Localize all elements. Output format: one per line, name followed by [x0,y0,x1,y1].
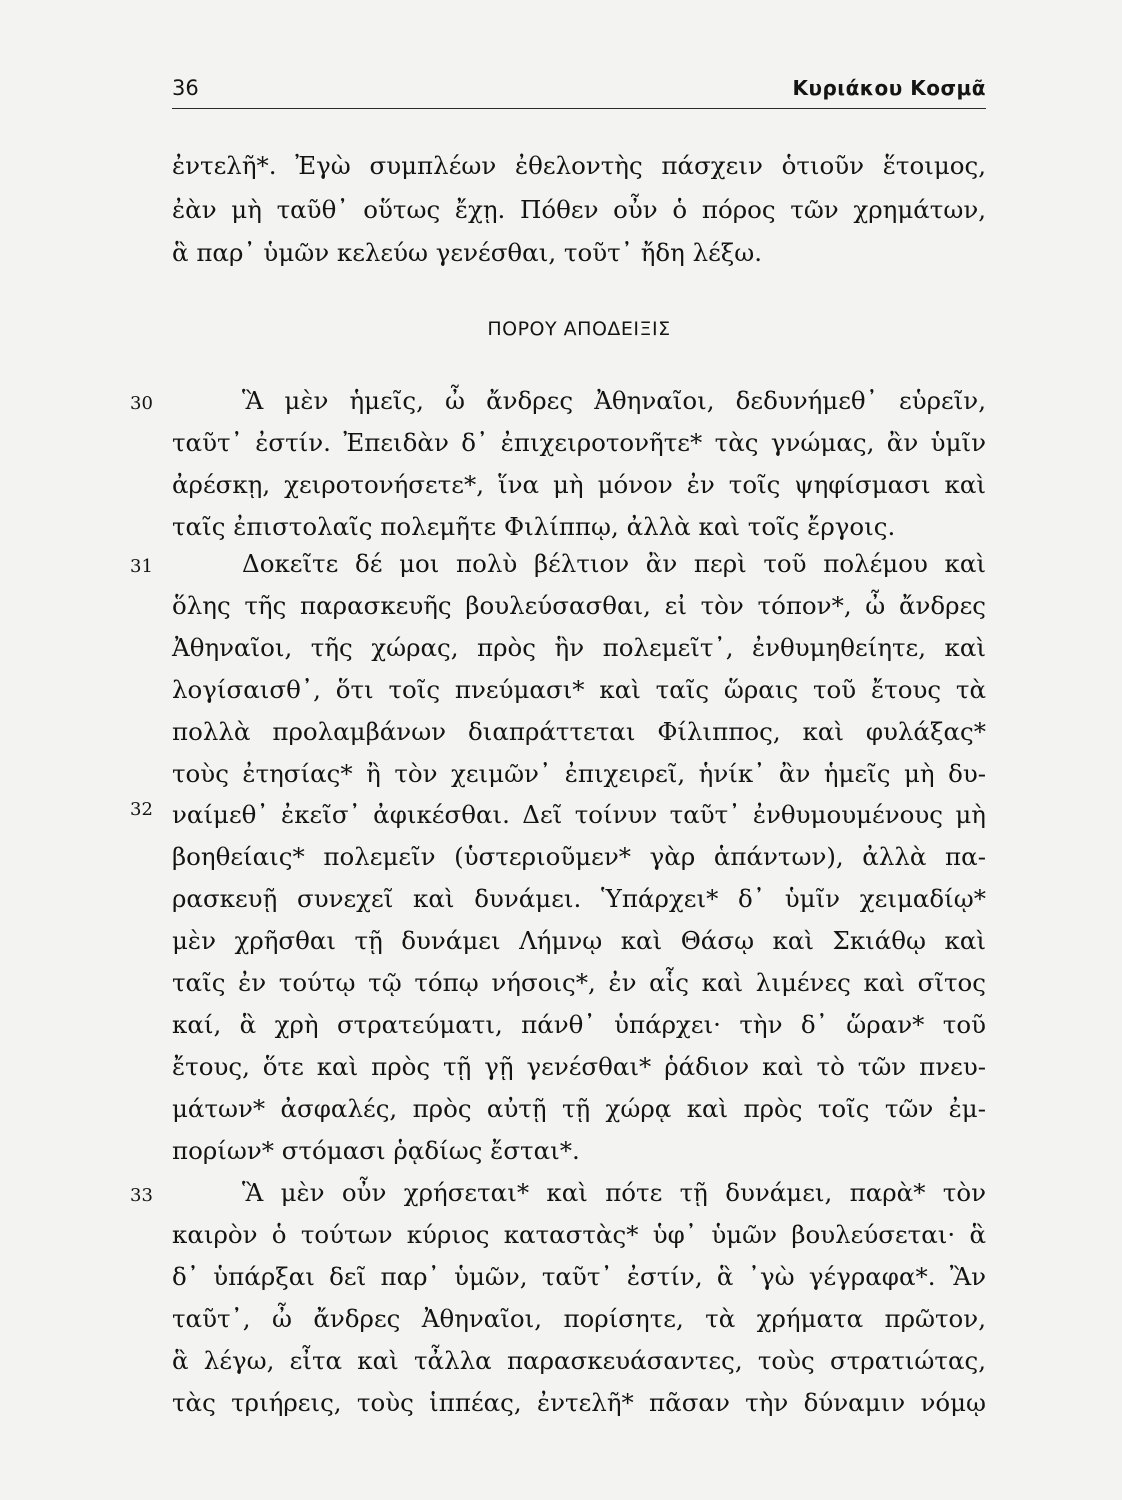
text-line: ταῖς ἐπιστολαῖς πολεμῆτε Φιλίππῳ, ἀλλὰ καὶ τοῖς ἔργοις. [172,512,896,541]
text-line: ταῖς ἐν τούτῳ τῷ τόπῳ νήσοις*, ἐν αἷς καὶ λιμένες καὶ σῖτος [172,968,986,997]
section-number: 30 [130,393,153,414]
text-line: λογίσαισθ᾽, ὅτι τοῖς πνεύμασι* καὶ ταῖς ὥραις τοῦ ἔτους τὰ [172,675,986,704]
text-line: ὅλης τῆς παρασκευῆς βουλεύσασθαι, εἰ τὸν τόπον*, ὦ ἄνδρες [172,591,986,620]
text-line: καί, ἃ χρὴ στρατεύματι, πάνθ᾽ ὑπάρχει· τὴν δ᾽ ὥραν* τοῦ [172,1010,986,1039]
text-line: μὲν χρῆσθαι τῇ δυνάμει Λήμνῳ καὶ Θάσῳ καὶ Σκιάθῳ καὶ [172,926,986,955]
page-number: 36 [172,76,199,100]
text-line: μάτων* ἀσφαλές, πρὸς αὐτῇ τῇ χώρᾳ καὶ πρὸς τοῖς τῶν ἐμ- [172,1094,986,1123]
text-line: ρασκευῇ συνεχεῖ καὶ δυνάμει. Ὑπάρχει* δ᾽ ὑμῖν χειμαδίῳ* [172,884,986,913]
text-line: ἔτους, ὅτε καὶ πρὸς τῇ γῇ γενέσθαι* ῥάδιον καὶ τὸ τῶν πνευ- [172,1052,986,1081]
text-line: δ᾽ ὑπάρξαι δεῖ παρ᾽ ὑμῶν, ταῦτ᾽ ἐστίν, ἃ ᾽γὼ γέγραφα*. Ἂν [172,1262,986,1291]
text-line: ἃ λέγω, εἶτα καὶ τἆλλα παρασκευάσαντες, τοὺς στρατιώτας, [172,1346,986,1375]
text-line: ἃ παρ᾽ ὑμῶν κελεύω γενέσθαι, τοῦτ᾽ ἤδη λέξω. [172,238,763,267]
text-line: πορίων* στόμασι ῥᾳδίως ἔσται*. [172,1136,580,1165]
text-line: καιρὸν ὁ τούτων κύριος καταστὰς* ὑφ᾽ ὑμῶν βουλεύσεται· ἃ [172,1220,986,1249]
section-title: ΠΟΡΟΥ ΑΠΟΔΕΙΞΙΣ [487,318,671,340]
text-line: ταῦτ᾽, ὦ ἄνδρες Ἀθηναῖοι, πορίσητε, τὰ χρήματα πρῶτον, [172,1304,986,1333]
text-line: πολλὰ προλαμβάνων διαπράττεται Φίλιππος, καὶ φυλάξας* [172,717,986,746]
page-header [172,74,986,109]
text-line: ἀρέσκῃ, χειροτονήσετε*, ἵνα μὴ μόνον ἐν τοῖς ψηφίσμασι καὶ [172,470,986,499]
text-line: τοὺς ἐτησίας* ἢ τὸν χειμῶν᾽ ἐπιχειρεῖ, ἡνίκ᾽ ἂν ἡμεῖς μὴ δυ- [172,759,986,788]
section-number: 31 [130,556,153,577]
text-line: τὰς τριήρεις, τοὺς ἱππέας, ἐντελῆ* πᾶσαν τὴν δύναμιν νόμῳ [172,1388,986,1417]
text-line: Δοκεῖτε δέ μοι πολὺ βέλτιον ἂν περὶ τοῦ πολέμου καὶ [242,549,986,578]
text-line: Ἀθηναῖοι, τῆς χώρας, πρὸς ἣν πολεμεῖτ᾽, ἐνθυμηθείητε, καὶ [172,633,986,662]
running-head: Κυριάκου Κοσμᾶ [792,76,986,100]
text-line: ταῦτ᾽ ἐστίν. Ἐπειδὰν δ᾽ ἐπιχειροτονῆτε* τὰς γνώμας, ἂν ὑμῖν [172,428,986,457]
text-line: Ἃ μὲν οὖν χρήσεται* καὶ πότε τῇ δυνάμει, παρὰ* τὸν [242,1178,986,1207]
text-line: ναίμεθ᾽ ἐκεῖσ᾽ ἀφικέσθαι. Δεῖ τοίνυν ταῦτ᾽ ἐνθυμουμένους μὴ [172,800,986,829]
text-line: Ἃ μὲν ἡμεῖς, ὦ ἄνδρες Ἀθηναῖοι, δεδυνήμεθ᾽ εὑρεῖν, [242,386,986,415]
text-line: ἐντελῆ*. Ἐγὼ συμπλέων ἐθελοντὴς πάσχειν ὁτιοῦν ἕτοιμος, [172,151,986,180]
text-line: βοηθείαις* πολεμεῖν (ὑστεριοῦμεν* γὰρ ἁπάντων), ἀλλὰ πα- [172,842,986,871]
section-number: 33 [130,1185,153,1206]
text-line: ἐὰν μὴ ταῦθ᾽ οὕτως ἔχῃ. Πόθεν οὖν ὁ πόρος τῶν χρημάτων, [172,195,986,224]
section-number: 32 [130,799,153,820]
